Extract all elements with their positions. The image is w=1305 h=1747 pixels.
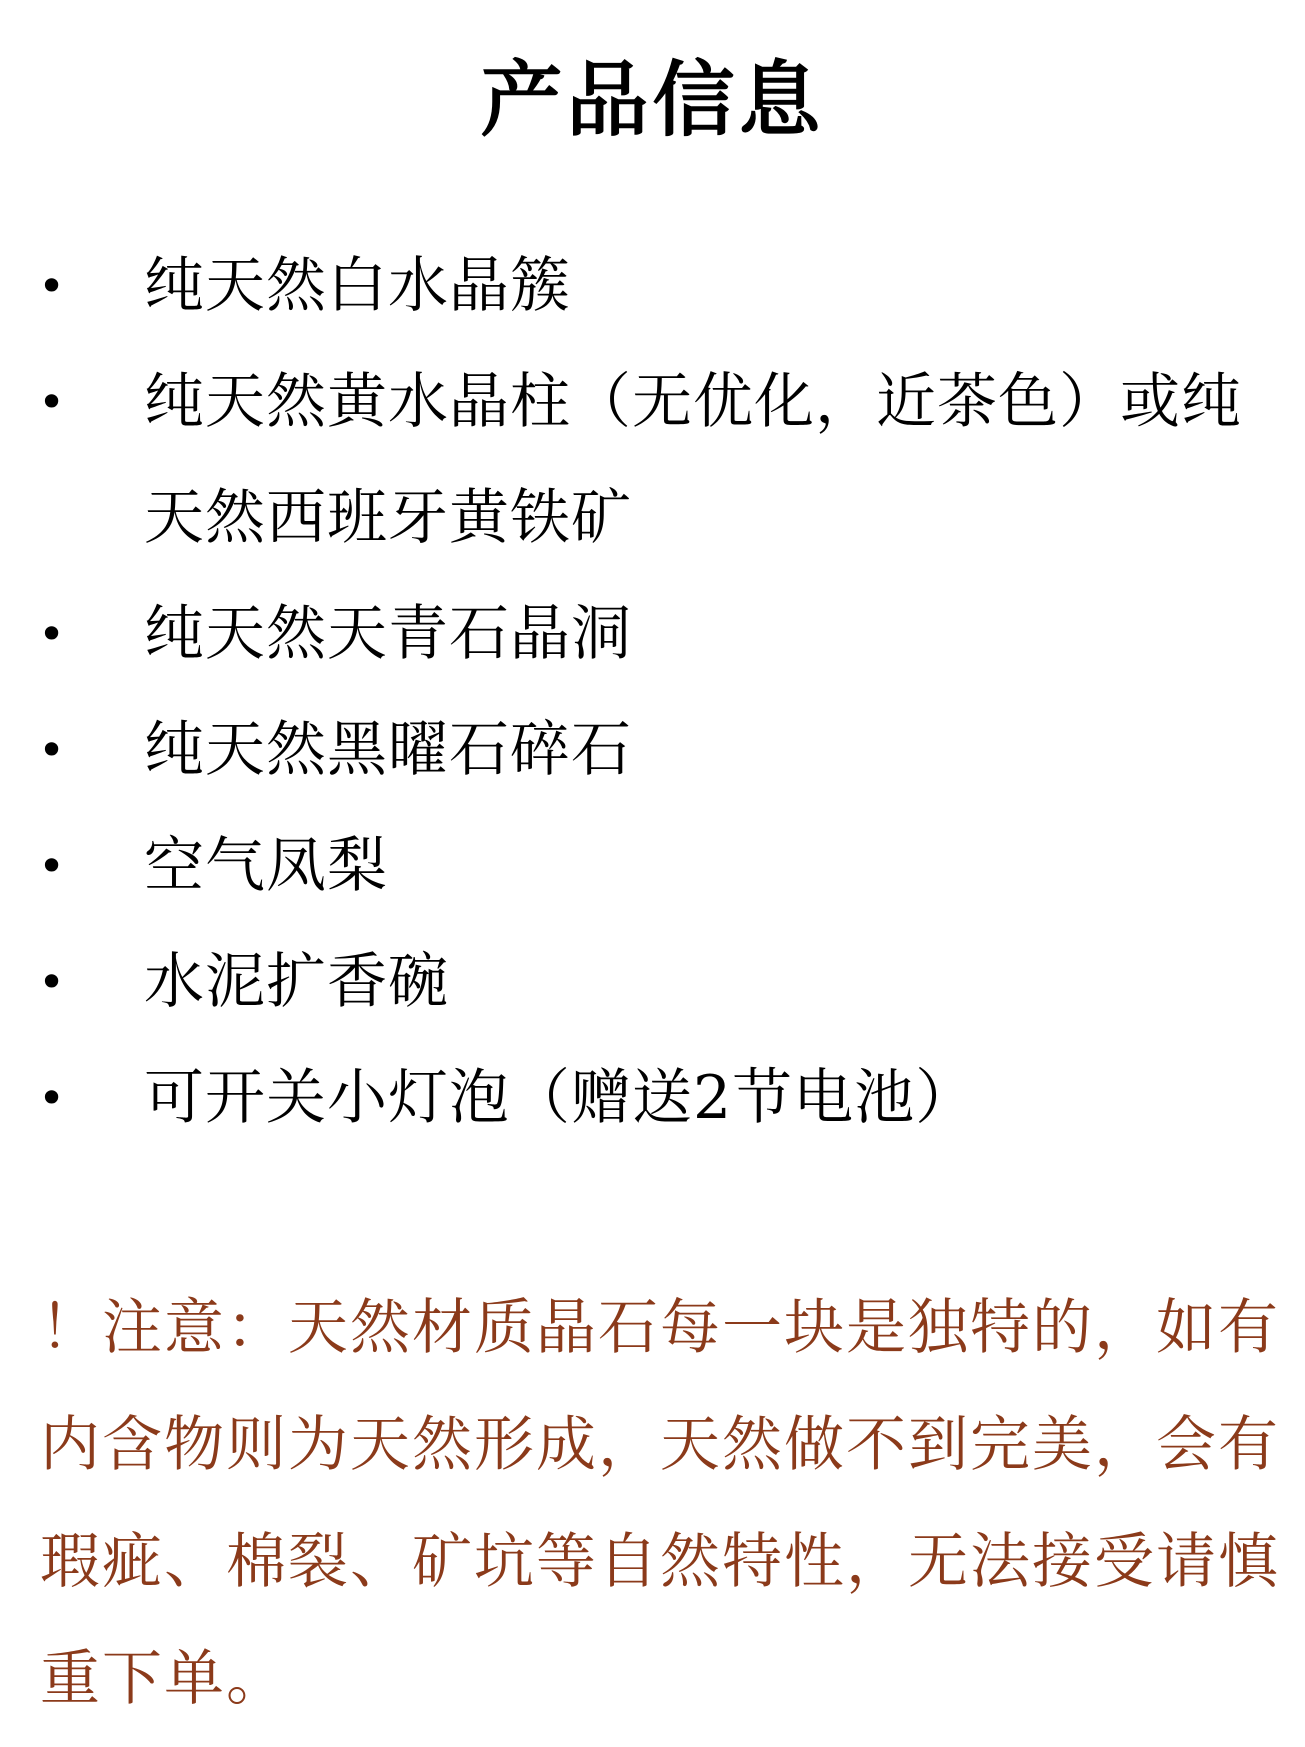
- list-item-text: 可开关小灯泡（赠送2节电池）: [144, 1063, 977, 1133]
- bullet-icon: •: [38, 1071, 67, 1125]
- bullet-icon: •: [38, 607, 67, 661]
- page-title: 产品信息: [480, 52, 825, 148]
- bullet-icon: •: [38, 839, 67, 893]
- list-item: [0, 1040, 1305, 1156]
- bullet-icon: •: [38, 375, 67, 429]
- product-list: [0, 228, 1305, 1156]
- list-item-text: 空气凤梨: [144, 831, 388, 901]
- list-item-text: 纯天然黄水晶柱（无优化，近茶色）或纯天然西班牙黄铁矿: [144, 367, 1242, 553]
- list-item: [0, 692, 1305, 808]
- list-item-text: 纯天然天青石晶洞: [144, 599, 632, 669]
- list-item: [0, 808, 1305, 924]
- list-item-text: 纯天然白水晶簇: [144, 251, 571, 321]
- bullet-icon: •: [38, 723, 67, 777]
- notice-text: ！注意：天然材质晶石每一块是独特的，如有内含物则为天然形成，天然做不到完美，会有瑕疵、棉裂、矿坑等自然特性，无法接受请慎重下单。: [40, 1293, 1280, 1714]
- bullet-icon: •: [38, 955, 67, 1009]
- bullet-icon: •: [38, 259, 67, 313]
- list-item-text: 纯天然黑曜石碎石: [144, 715, 632, 785]
- list-item: [0, 924, 1305, 1040]
- list-item: [0, 228, 1305, 344]
- list-item-text: 水泥扩香碗: [144, 947, 449, 1017]
- list-item: [0, 576, 1305, 692]
- list-item: [0, 344, 1305, 576]
